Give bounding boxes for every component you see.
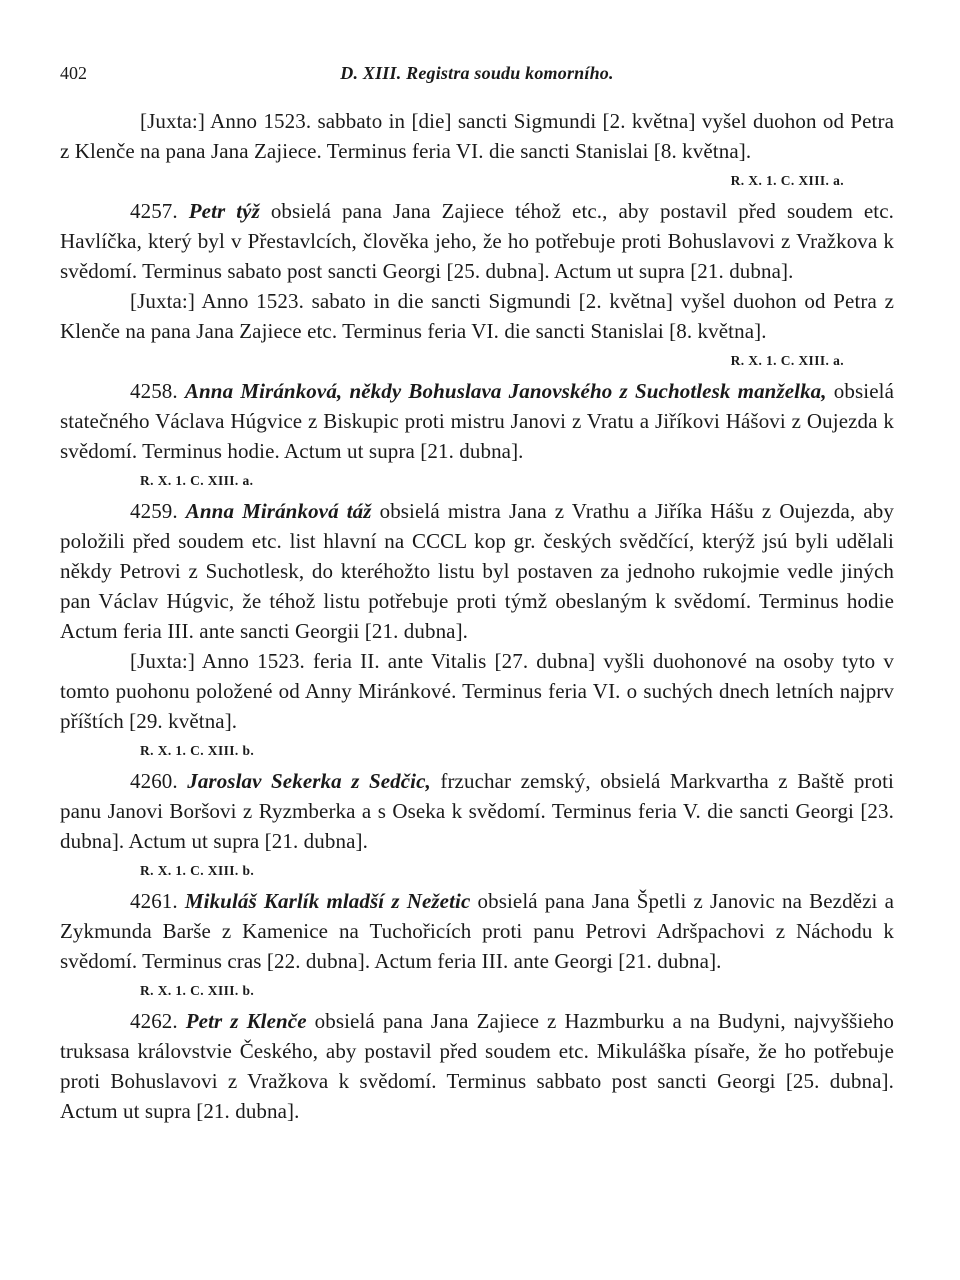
entry-number: 4257.: [130, 199, 178, 223]
archive-reference: R. X. 1. C. XIII. b.: [140, 863, 255, 878]
entry-text: obsielá pana Jana Zajiece téhož etc., aby postavil před soudem etc. Havlíčka, který byl v Přestavlcích, člověka jeho, že ho potřebuje proti Bohuslavovi z Vražkova k svědomí. Terminus sabato post sancti Georgi [25. dubna]. Actum ut supra [21. dubna].: [60, 199, 894, 283]
running-title: D. XIII. Registra soudu komorního.: [340, 63, 614, 83]
running-head: [60, 58, 894, 88]
entry-party: Anna Miránková, někdy Bohuslava Janovského z Suchotlesk manželka,: [184, 379, 827, 403]
entry-party: Petr z Klenče: [185, 1009, 307, 1033]
entry-number: 4258.: [130, 379, 178, 403]
document-body: [60, 106, 894, 1126]
entry-4257: [60, 196, 894, 286]
entry-4259: [60, 496, 894, 646]
entry-text: obsielá pana Jana Špetli z Janovic na Bezdězi a Zykmunda Barše z Kamenice na Tuchořicích proti panu Petrovi Adršpachovi z Náchodu k svědomí. Terminus cras [22. dubna]. Actum feria III. ante Georgi [21. dubna].: [60, 889, 894, 973]
entry-4258: [60, 376, 894, 466]
entry-number: 4261.: [130, 889, 178, 913]
entry-text: frzuchar zemský, obsielá Markvartha z Baště proti panu Janovi Boršovi z Ryzmberka a s Oseka k svědomí. Terminus feria V. die sancti Georgi [23. dubna]. Actum ut supra [21. dubna].: [60, 769, 894, 853]
juxta-text: [Juxta:] Anno 1523. sabbato in [die] sancti Sigmundi [2. května] vyšel duohon od Petra z Klenče na pana Jana Zajiece. Terminus feria VI. die sancti Stanislai [8. května].: [60, 109, 894, 163]
juxta-text: [Juxta:] Anno 1523. feria II. ante Vitalis [27. dubna] vyšli duohonové na osoby tyto v tomto puohonu položené od Anny Miránkové. Terminus feria VI. o suchých dnech letních najprv příštích [29. května].: [60, 649, 894, 733]
juxta-text: [Juxta:] Anno 1523. sabato in die sancti Sigmundi [2. května] vyšel duohon od Petra z Klenče na pana Jana Zajiece etc. Terminus feria VI. die sancti Stanislai [8. května].: [60, 289, 894, 343]
entry-number: 4259.: [130, 499, 178, 523]
entry-4262: [60, 1006, 894, 1126]
entry-text: obsielá pana Jana Zajiece z Hazmburku a na Budyni, najvyššieho truksasa královstvie Českého, aby postavil před soudem etc. Mikuláška písaře, že ho potřebuje proti Bohuslavovi z Vražkova k svědomí. Terminus sabbato post sancti Georgi [25. dubna]. Actum ut supra [21. dubna].: [60, 1009, 894, 1123]
entry-party: Petr týž: [188, 199, 260, 223]
entry-4260: [60, 766, 894, 856]
archive-reference: R. X. 1. C. XIII. a.: [730, 173, 844, 188]
entry-text: obsielá mistra Jana z Vrathu a Jiříka Hášu z Oujezda, aby položili před soudem etc. list hlavní na CCCL kop gr. českých svědčící, kterýž jsú byli udělali někdy Petrovi z Suchotlesk, do kteréhožto listu byl postaven za jednoho rukojmie vedle jiných pan Václav Húgvic, že téhož listu potřebuje proti týmž obeslaným k svědomí. Terminus hodie Actum feria III. ante sancti Georgii [21. dubna].: [60, 499, 894, 643]
archive-reference: R. X. 1. C. XIII. b.: [140, 743, 255, 758]
archive-reference: R. X. 1. C. XIII. b.: [140, 983, 255, 998]
entry-number: 4260.: [130, 769, 178, 793]
archive-reference: R. X. 1. C. XIII. a.: [140, 473, 254, 488]
page-number: 402: [60, 63, 87, 83]
entry-4261: [60, 886, 894, 976]
entry-party: Jaroslav Sekerka z Sedčic,: [187, 769, 431, 793]
document-page: [60, 58, 894, 1258]
archive-reference: R. X. 1. C. XIII. a.: [730, 353, 844, 368]
juxta-paragraph: [60, 286, 894, 368]
juxta-paragraph: [60, 106, 894, 188]
entry-text: obsielá statečného Václava Húgvice z Biskupic proti mistru Janovi z Vratu a Jiříkovi Hášovi z Oujezda k svědomí. Terminus hodie. Actum ut supra [21. dubna].: [60, 379, 894, 463]
juxta-paragraph: [60, 646, 894, 736]
entry-party: Anna Miránková táž: [185, 499, 372, 523]
entry-number: 4262.: [130, 1009, 178, 1033]
entry-party: Mikuláš Karlík mladší z Nežetic: [184, 889, 471, 913]
